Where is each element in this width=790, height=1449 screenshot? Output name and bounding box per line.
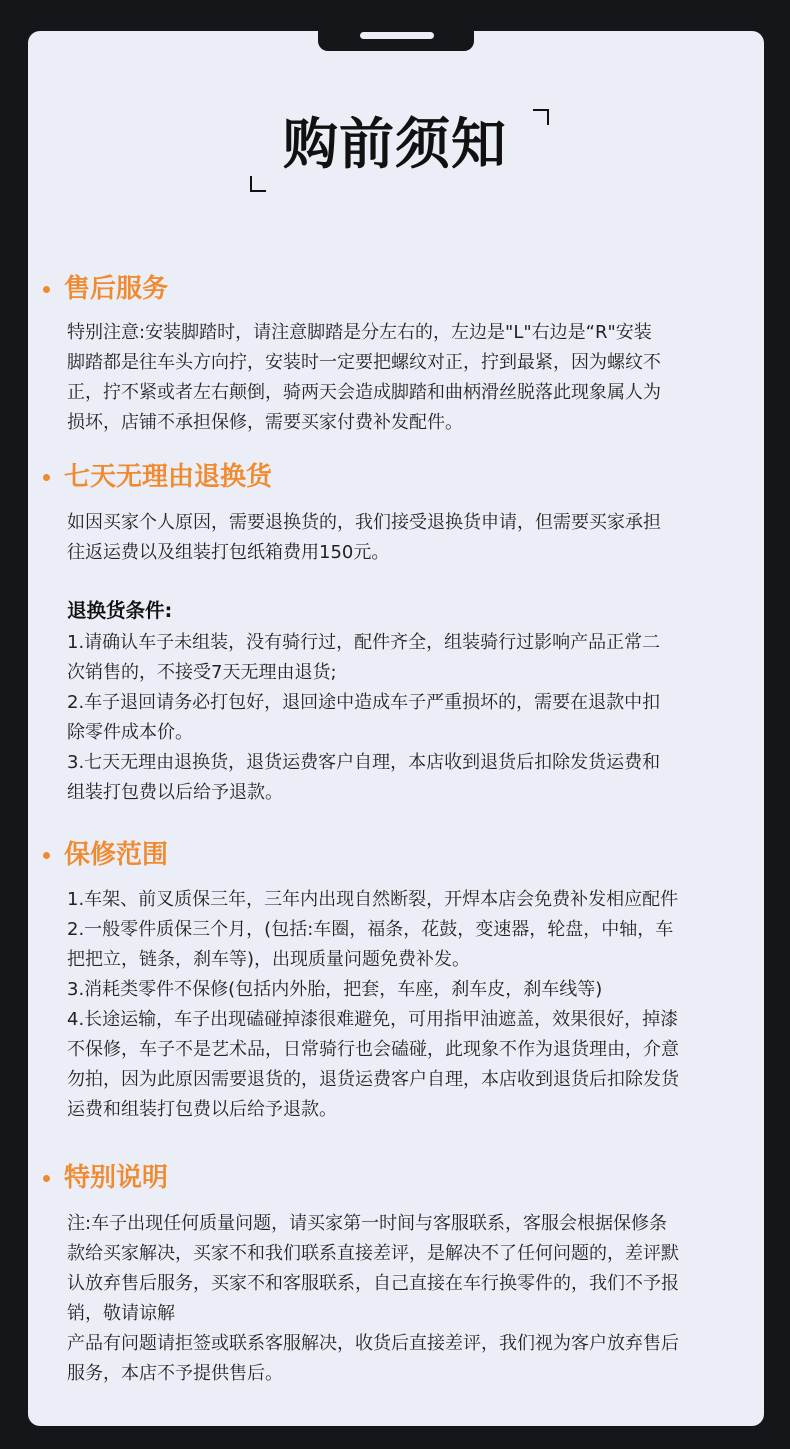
section-title-returns: 七天无理由退换货 <box>64 462 273 492</box>
paragraph-line: 往返运费以及组装打包纸箱费用150元。 <box>67 542 390 563</box>
returns-conditions-subtitle: 退换货条件: <box>67 599 173 622</box>
page-title: 购前须知 <box>282 112 507 176</box>
paragraph-line: 损坏，店铺不承担保修，需要买家付费补发配件。 <box>67 412 463 433</box>
paragraph-line: 把把立，链条，刹车等)，出现质量问题免费补发。 <box>67 949 471 970</box>
corner-bracket-bottom-left <box>250 176 266 192</box>
paragraph-line: 款给买家解决，买家不和我们联系直接差评，是解决不了任何问题的，差评默 <box>67 1243 679 1264</box>
paragraph-line: 销，敬请谅解 <box>67 1303 175 1324</box>
paragraph-line: 注:车子出现任何质量问题，请买家第一时间与客服联系，客服会根据保修条 <box>67 1213 668 1234</box>
paragraph-line: 2.车子退回请务必打包好，退回途中造成车子严重损坏的，需要在退款中扣 <box>67 692 661 713</box>
paragraph-line: 3.消耗类零件不保修(包括内外胎，把套，车座，刹车皮，刹车线等) <box>67 979 603 1000</box>
paragraph-line: 3.七天无理由退换货，退货运费客户自理，本店收到退货后扣除发货运费和 <box>67 752 661 773</box>
section-bullet-icon <box>43 852 50 859</box>
section-title-special-notes: 特别说明 <box>64 1163 169 1193</box>
section-bullet-icon <box>43 1175 50 1182</box>
paragraph-line: 除零件成本价。 <box>67 722 193 743</box>
section-title-after-sales: 售后服务 <box>64 274 169 304</box>
paragraph-line: 4.长途运输，车子出现磕碰掉漆很难避免，可用指甲油遮盖，效果很好，掉漆 <box>67 1009 679 1030</box>
paragraph-line: 不保修，车子不是艺术品，日常骑行也会磕碰，此现象不作为退货理由，介意 <box>67 1039 679 1060</box>
paragraph-line: 次销售的，不接受7天无理由退货; <box>67 662 337 683</box>
notch-speaker-slot <box>360 32 434 39</box>
paragraph-line: 运费和组装打包费以后给予退款。 <box>67 1099 337 1120</box>
paragraph-line: 产品有问题请拒签或联系客服解决，收货后直接差评，我们视为客户放弃售后 <box>67 1333 679 1354</box>
paragraph-line: 组装打包费以后给予退款。 <box>67 782 283 803</box>
paragraph-line: 如因买家个人原因，需要退换货的，我们接受退换货申请，但需要买家承担 <box>67 512 661 533</box>
paragraph-line: 认放弃售后服务，买家不和客服联系，自己直接在车行换零件的，我们不予报 <box>67 1273 679 1294</box>
section-bullet-icon <box>43 474 50 481</box>
paragraph-line: 服务，本店不予提供售后。 <box>67 1363 283 1384</box>
section-bullet-icon <box>43 286 50 293</box>
paragraph-line: 1.请确认车子未组装，没有骑行过，配件齐全，组装骑行过影响产品正常二 <box>67 632 661 653</box>
section-title-warranty: 保修范围 <box>64 840 169 870</box>
paragraph-line: 脚踏都是往车头方向拧，安装时一定要把螺纹对正，拧到最紧，因为螺纹不 <box>67 352 661 373</box>
paragraph-line: 2.一般零件质保三个月，(包括:车圈，福条，花鼓，变速器，轮盘，中轴，车 <box>67 919 674 940</box>
paragraph-line: 特别注意:安装脚踏时，请注意脚踏是分左右的，左边是"L"右边是“R"安装 <box>67 322 652 343</box>
corner-bracket-top-right <box>533 109 549 125</box>
paragraph-line: 1.车架、前叉质保三年，三年内出现自然断裂，开焊本店会免费补发相应配件 <box>67 889 679 910</box>
paragraph-line: 正，拧不紧或者左右颠倒，骑两天会造成脚踏和曲柄滑丝脱落此现象属人为 <box>67 382 661 403</box>
paragraph-line: 勿拍，因为此原因需要退货的，退货运费客户自理，本店收到退货后扣除发货 <box>67 1069 679 1090</box>
